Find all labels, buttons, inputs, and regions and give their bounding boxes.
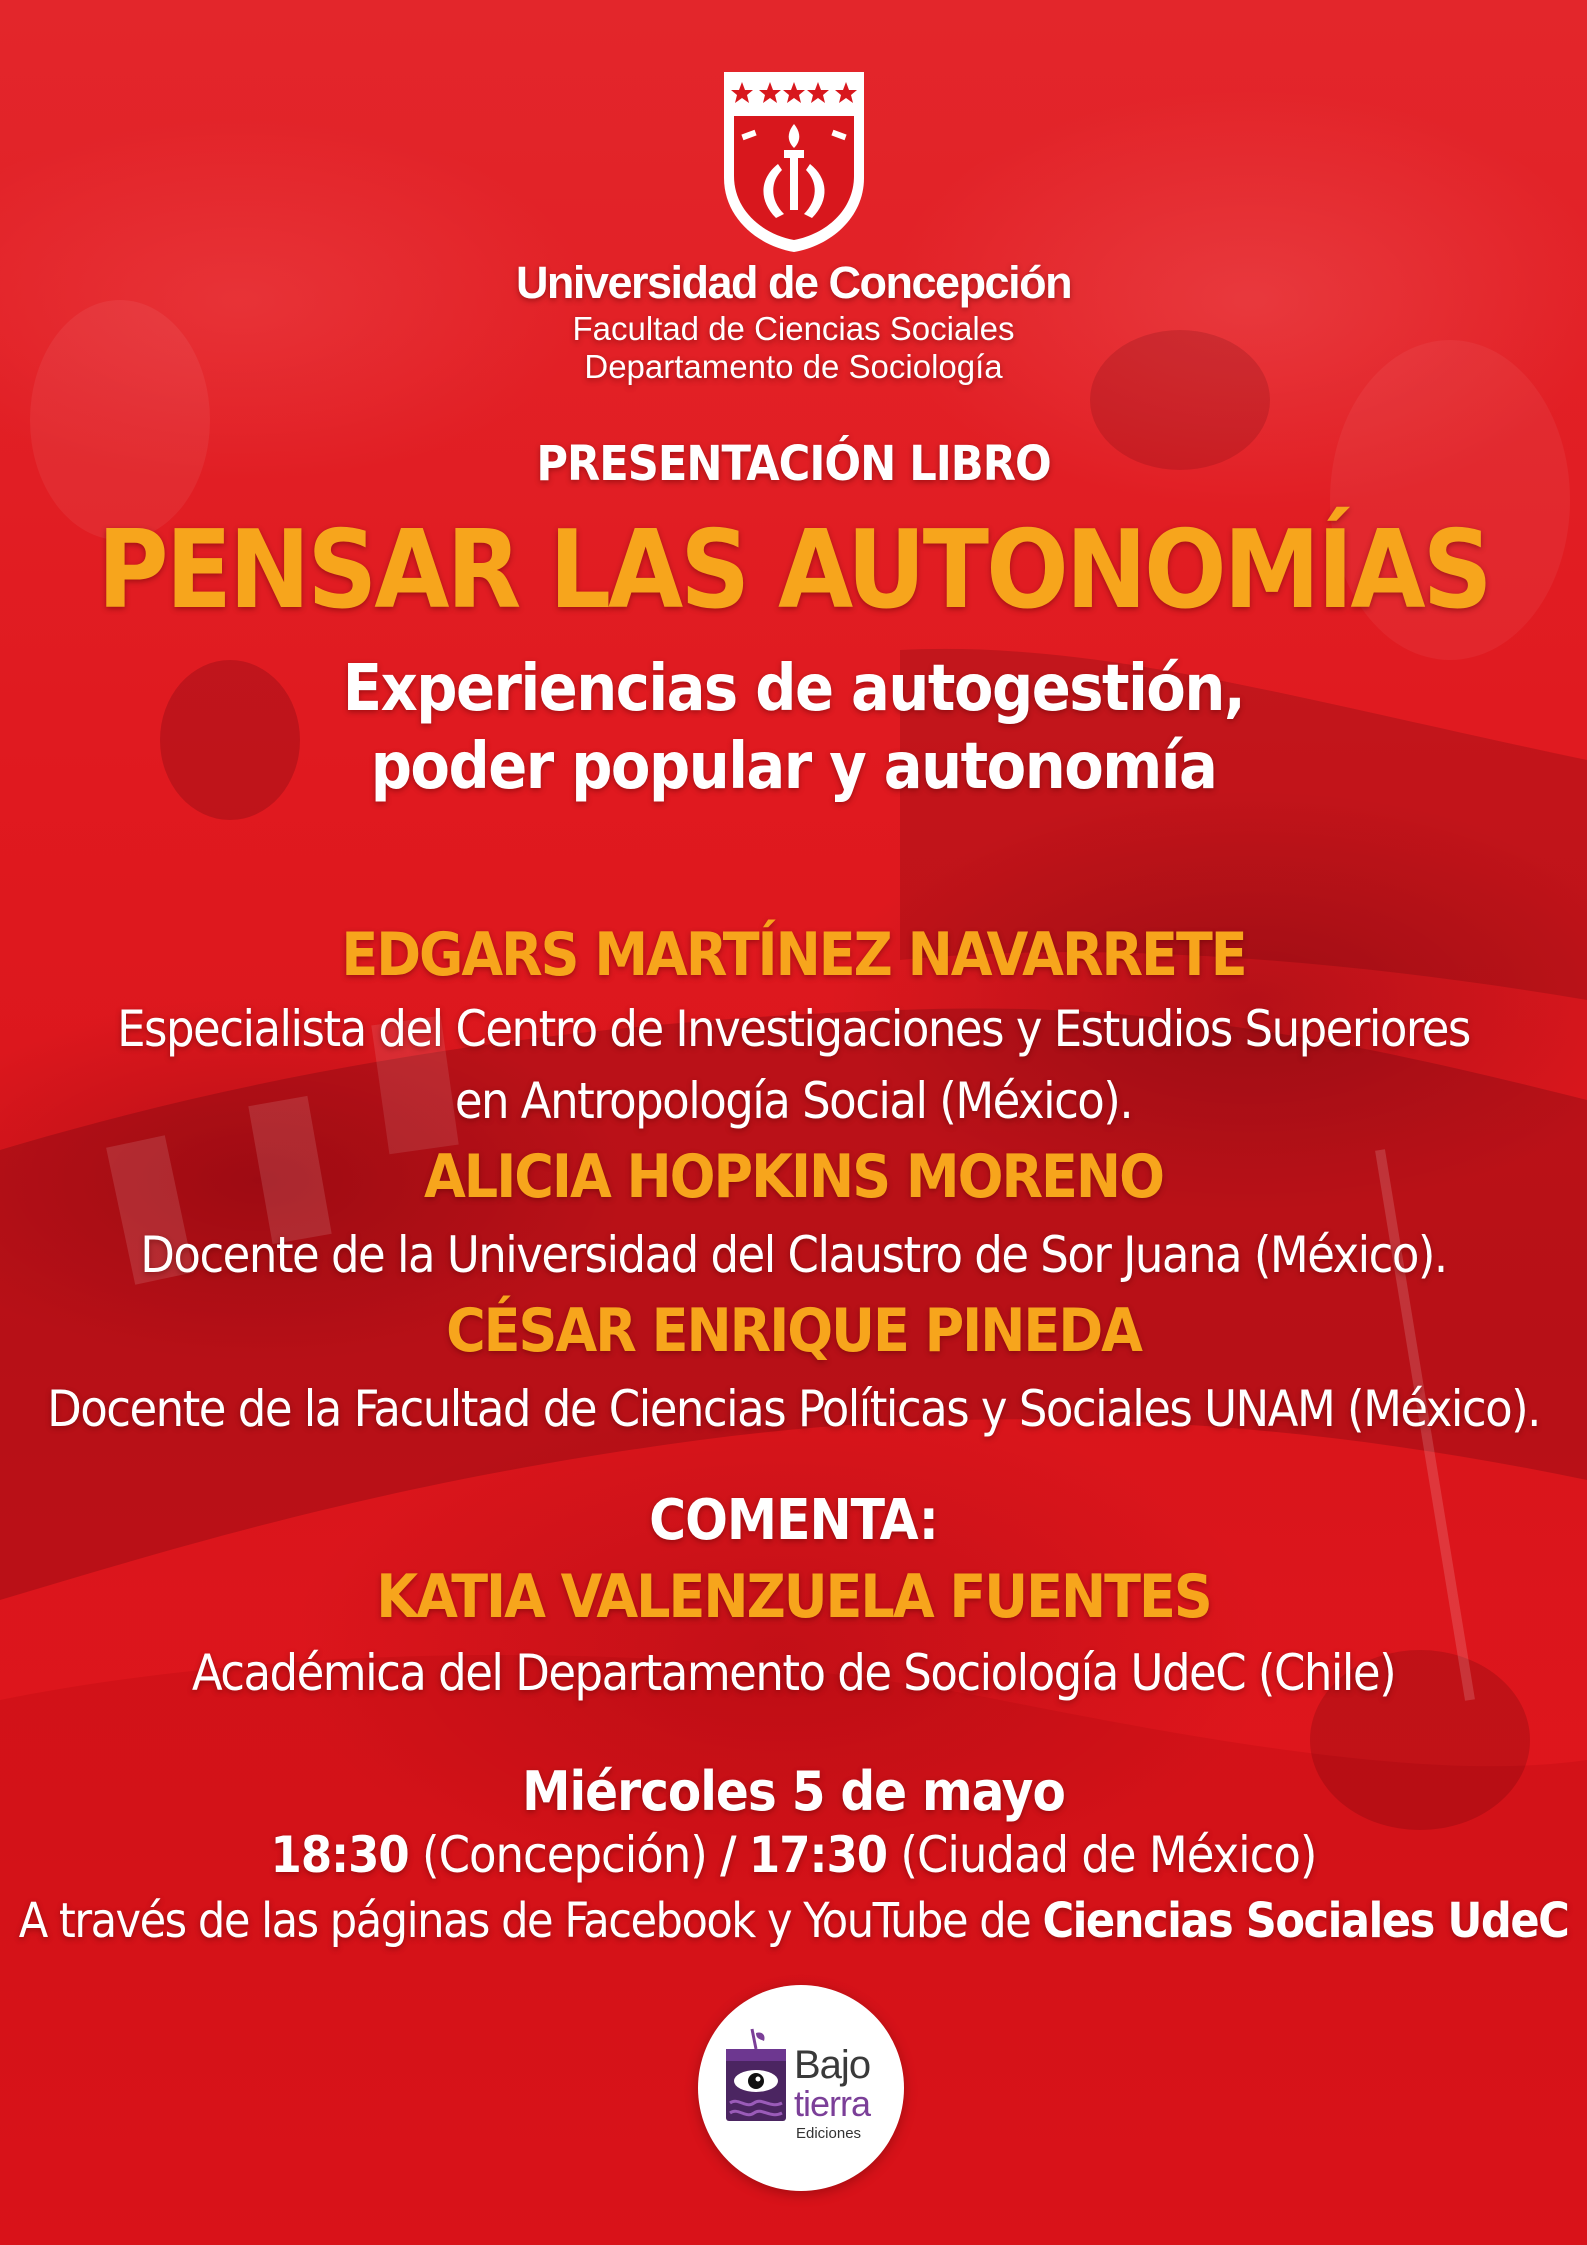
time-mexico: 17:30 <box>748 1826 888 1884</box>
commentator-label: COMENTA: <box>649 1488 938 1553</box>
book-subtitle-line1: Experiencias de autogestión, <box>342 652 1245 726</box>
time-concepcion: 18:30 <box>270 1826 409 1884</box>
book-title: PENSAR LAS AUTONOMÍAS <box>97 508 1490 633</box>
place-concepcion: (Concepción) <box>422 1826 707 1884</box>
university-name: Universidad de Concepción <box>515 257 1072 308</box>
publisher-name-bajo: Bajo <box>794 2043 871 2087</box>
shield-torch-icon <box>720 68 868 254</box>
speaker-affiliation-1-line1: Especialista del Centro de Investigaciones y Estudios Superiores <box>117 1000 1470 1058</box>
book-eye-icon <box>722 2027 790 2125</box>
speaker-name-3: CÉSAR ENRIQUE PINEDA <box>446 1296 1141 1366</box>
speaker-affiliation-2: Docente de la Universidad del Claustro de Sor Juana (México). <box>140 1226 1447 1284</box>
commentator-name: KATIA VALENZUELA FUENTES <box>376 1562 1211 1632</box>
event-kicker: PRESENTACIÓN LIBRO <box>536 436 1051 492</box>
department-name: Departamento de Sociología <box>584 348 1003 385</box>
publisher-logo-badge <box>698 1985 904 2191</box>
event-times <box>0 1826 1587 1884</box>
broadcast-channels <box>0 1893 1587 1949</box>
place-mexico: (Ciudad de México) <box>900 1826 1317 1884</box>
channels-name: Ciencias Sociales UdeC <box>1042 1893 1569 1949</box>
speaker-affiliation-3: Docente de la Facultad de Ciencias Políticas y Sociales UNAM (México). <box>47 1380 1540 1438</box>
speaker-name-1: EDGARS MARTÍNEZ NAVARRETE <box>341 920 1246 990</box>
time-separator: / <box>720 1826 736 1884</box>
publisher-name-ediciones: Ediciones <box>796 2125 862 2142</box>
book-subtitle-line2: poder popular y autonomía <box>370 730 1217 804</box>
faculty-name: Facultad de Ciencias Sociales <box>572 310 1015 347</box>
channels-prefix: A través de las páginas de Facebook y YouTube de <box>18 1893 1031 1949</box>
event-date: Miércoles 5 de mayo <box>522 1760 1065 1823</box>
commentator-affiliation: Académica del Departamento de Sociología UdeC (Chile) <box>191 1644 1396 1702</box>
speaker-name-2: ALICIA HOPKINS MORENO <box>424 1142 1163 1212</box>
publisher-name-tierra: tierra <box>794 2083 871 2124</box>
speaker-affiliation-1-line2: en Antropología Social (México). <box>454 1072 1133 1130</box>
